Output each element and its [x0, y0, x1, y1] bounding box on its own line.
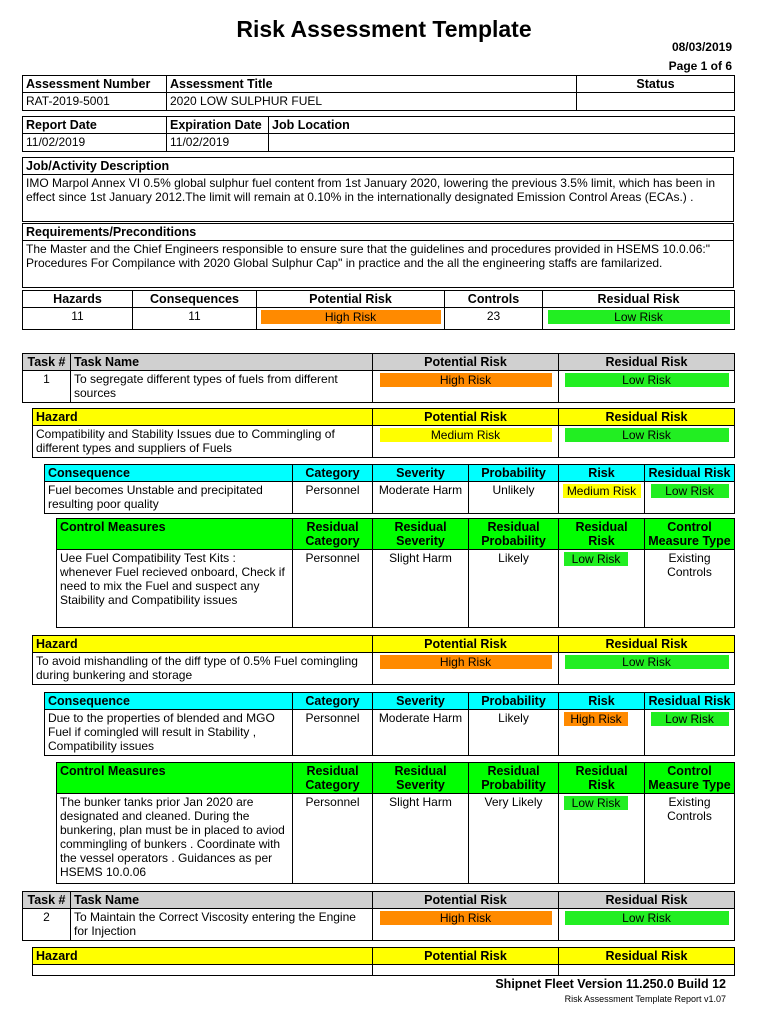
potential-risk-header: Potential Risk [373, 354, 559, 371]
page-number: Page 1 of 6 [668, 59, 732, 73]
severity-value: Moderate Harm [373, 482, 469, 514]
footer-version: Shipnet Fleet Version 11.250.0 Build 12 [495, 977, 726, 991]
risk-badge: Low Risk [565, 428, 729, 442]
status-value [577, 93, 735, 111]
risk-header: Risk [559, 693, 645, 710]
control-measures-table [56, 762, 735, 884]
task-name: To segregate different types of fuels from different sources [71, 371, 373, 403]
hazard-text: To avoid mishandling of the diff type of 0.5% Fuel comingling during bunkering and storage [33, 653, 373, 685]
task-number-header: Task # [23, 892, 71, 909]
controls-header: Controls [445, 291, 543, 308]
probability-value: Likely [469, 550, 559, 628]
consequence-header: Consequence [45, 465, 293, 482]
category-header: Category [293, 465, 373, 482]
hazard-potential [373, 965, 559, 976]
residual-risk-header: Residual Risk [645, 693, 735, 710]
residual-probability-header: Residual Probability [469, 519, 559, 550]
hazard-header: Hazard [33, 636, 373, 653]
consequence-text: Due to the properties of blended and MGO Fuel if comingled will result in Stability , Compatibility issues [45, 710, 293, 756]
hazard-header: Hazard [33, 409, 373, 426]
assessment-title-label: Assessment Title [167, 76, 577, 93]
potential-risk-header: Potential Risk [257, 291, 445, 308]
probability-value: Very Likely [469, 794, 559, 884]
report-date: 11/02/2019 [23, 134, 167, 152]
residual-risk-header: Residual Risk [559, 409, 735, 426]
residual-risk-header: Residual Risk [559, 948, 735, 965]
requirements-table [22, 223, 734, 288]
task-name: To Maintain the Correct Viscosity entering the Engine for Injection [71, 909, 373, 941]
task-table [22, 353, 735, 403]
expiration-date-label: Expiration Date [167, 117, 269, 134]
residual-severity-header: Residual Severity [373, 519, 469, 550]
hazard-header: Hazard [33, 948, 373, 965]
severity-value: Slight Harm [373, 550, 469, 628]
assessment-number-label: Assessment Number [23, 76, 167, 93]
control-text: Uee Fuel Compatibility Test Kits : whenever Fuel recieved onboard, Check if need to mix the Fuel and suspect any Staibility and Compatibility issues [57, 550, 293, 628]
requirements-label: Requirements/Preconditions [23, 224, 734, 241]
hazard-text: Compatibility and Stability Issues due to Commingling of different types and suppliers of Fuels [33, 426, 373, 458]
risk-badge: High Risk [380, 655, 552, 669]
page-title: Risk Assessment Template [236, 16, 532, 42]
potential-risk-header: Potential Risk [373, 892, 559, 909]
assessment-number: RAT-2019-5001 [23, 93, 167, 111]
job-location-label: Job Location [269, 117, 735, 134]
risk-badge: Low Risk [564, 796, 628, 810]
risk-badge: Medium Risk [563, 484, 641, 498]
consequence-table [44, 464, 735, 514]
probability-value: Likely [469, 710, 559, 756]
residual-category-header: Residual Category [293, 763, 373, 794]
control-type-value: Existing Controls [645, 550, 735, 628]
task-table [22, 891, 735, 941]
hazards-count: 11 [23, 308, 133, 330]
task-number: 1 [23, 371, 71, 403]
severity-header: Severity [373, 693, 469, 710]
residual-probability-header: Residual Probability [469, 763, 559, 794]
probability-value: Unlikely [469, 482, 559, 514]
hazard-table [32, 635, 735, 685]
job-desc: IMO Marpol Annex VI 0.5% global sulphur fuel content from 1st January 2020, lowering the previous 3.5% limit, which has been in effect since 1st January 2012.The limit will remain at 0.10% in the internationally designated Emission Control Areas (ECAs.) . [23, 175, 734, 222]
consequences-header: Consequences [133, 291, 257, 308]
report-date-header: 08/03/2019 [671, 40, 732, 54]
control-type-value: Existing Controls [645, 794, 735, 884]
footer-report: Risk Assessment Template Report v1.07 [564, 994, 726, 1004]
task-number: 2 [23, 909, 71, 941]
control-measure-type-header: Control Measure Type [645, 763, 735, 794]
risk-header: Risk [559, 465, 645, 482]
risk-badge: Low Risk [565, 373, 729, 387]
task-number-header: Task # [23, 354, 71, 371]
controls-count: 23 [445, 308, 543, 330]
severity-value: Slight Harm [373, 794, 469, 884]
risk-badge: Low Risk [651, 484, 729, 498]
risk-badge: Low Risk [564, 552, 628, 566]
residual-category-header: Residual Category [293, 519, 373, 550]
expiration-date: 11/02/2019 [167, 134, 269, 152]
task-name-header: Task Name [71, 354, 373, 371]
summary-table [22, 75, 735, 111]
consequences-count: 11 [133, 308, 257, 330]
potential-risk-header: Potential Risk [373, 948, 559, 965]
control-measures-header: Control Measures [57, 519, 293, 550]
category-value: Personnel [293, 482, 373, 514]
severity-value: Moderate Harm [373, 710, 469, 756]
residual-severity-header: Residual Severity [373, 763, 469, 794]
dates-table [22, 116, 735, 152]
category-header: Category [293, 693, 373, 710]
potential-risk-header: Potential Risk [373, 409, 559, 426]
category-value: Personnel [293, 794, 373, 884]
potential-risk-header: Potential Risk [373, 636, 559, 653]
control-measures-header: Control Measures [57, 763, 293, 794]
counts-table [22, 290, 735, 330]
consequence-table [44, 692, 735, 756]
job-desc-label: Job/Activity Description [23, 158, 734, 175]
category-value: Personnel [293, 550, 373, 628]
residual-risk-header: Residual Risk [559, 519, 645, 550]
residual-risk-header: Residual Risk [543, 291, 735, 308]
hazard-table [32, 408, 735, 458]
task-name-header: Task Name [71, 892, 373, 909]
control-measure-type-header: Control Measure Type [645, 519, 735, 550]
risk-badge: High Risk [564, 712, 628, 726]
hazard-table [32, 947, 735, 976]
probability-header: Probability [469, 465, 559, 482]
hazard-text [33, 965, 373, 976]
risk-badge: High Risk [380, 373, 552, 387]
consequence-text: Fuel becomes Unstable and precipitated resulting poor quality [45, 482, 293, 514]
residual-risk-header: Residual Risk [559, 763, 645, 794]
risk-badge: Low Risk [565, 911, 729, 925]
risk-badge: Low Risk [548, 310, 730, 324]
job-location [269, 134, 735, 152]
control-measures-table [56, 518, 735, 628]
risk-badge: Low Risk [565, 655, 729, 669]
consequence-header: Consequence [45, 693, 293, 710]
requirements: The Master and the Chief Engineers responsible to ensure sure that the guidelines and procedures provided in HSEMS 10.0.06:" Procedures For Compilance with 2020 Global Sulphur Cap" in practice and the all the engineering staffs are familarized. [23, 241, 734, 288]
job-description-table [22, 157, 734, 222]
risk-badge: Medium Risk [380, 428, 552, 442]
residual-risk-header: Residual Risk [645, 465, 735, 482]
hazard-residual [559, 965, 735, 976]
report-date-label: Report Date [23, 117, 167, 134]
residual-risk-header: Residual Risk [559, 636, 735, 653]
category-value: Personnel [293, 710, 373, 756]
assessment-title: 2020 LOW SULPHUR FUEL [167, 93, 577, 111]
risk-badge: High Risk [261, 310, 441, 324]
severity-header: Severity [373, 465, 469, 482]
residual-risk-header: Residual Risk [559, 892, 735, 909]
status-label: Status [577, 76, 735, 93]
control-text: The bunker tanks prior Jan 2020 are designated and cleaned. During the bunkering, plan must be in placed to aviod commingling of bunkers . Coordinate with the vessel operators . Guidances as per HSEMS 10.0.06 [57, 794, 293, 884]
risk-badge: Low Risk [651, 712, 729, 726]
hazards-header: Hazards [23, 291, 133, 308]
probability-header: Probability [469, 693, 559, 710]
residual-risk-header: Residual Risk [559, 354, 735, 371]
risk-badge: High Risk [380, 911, 552, 925]
